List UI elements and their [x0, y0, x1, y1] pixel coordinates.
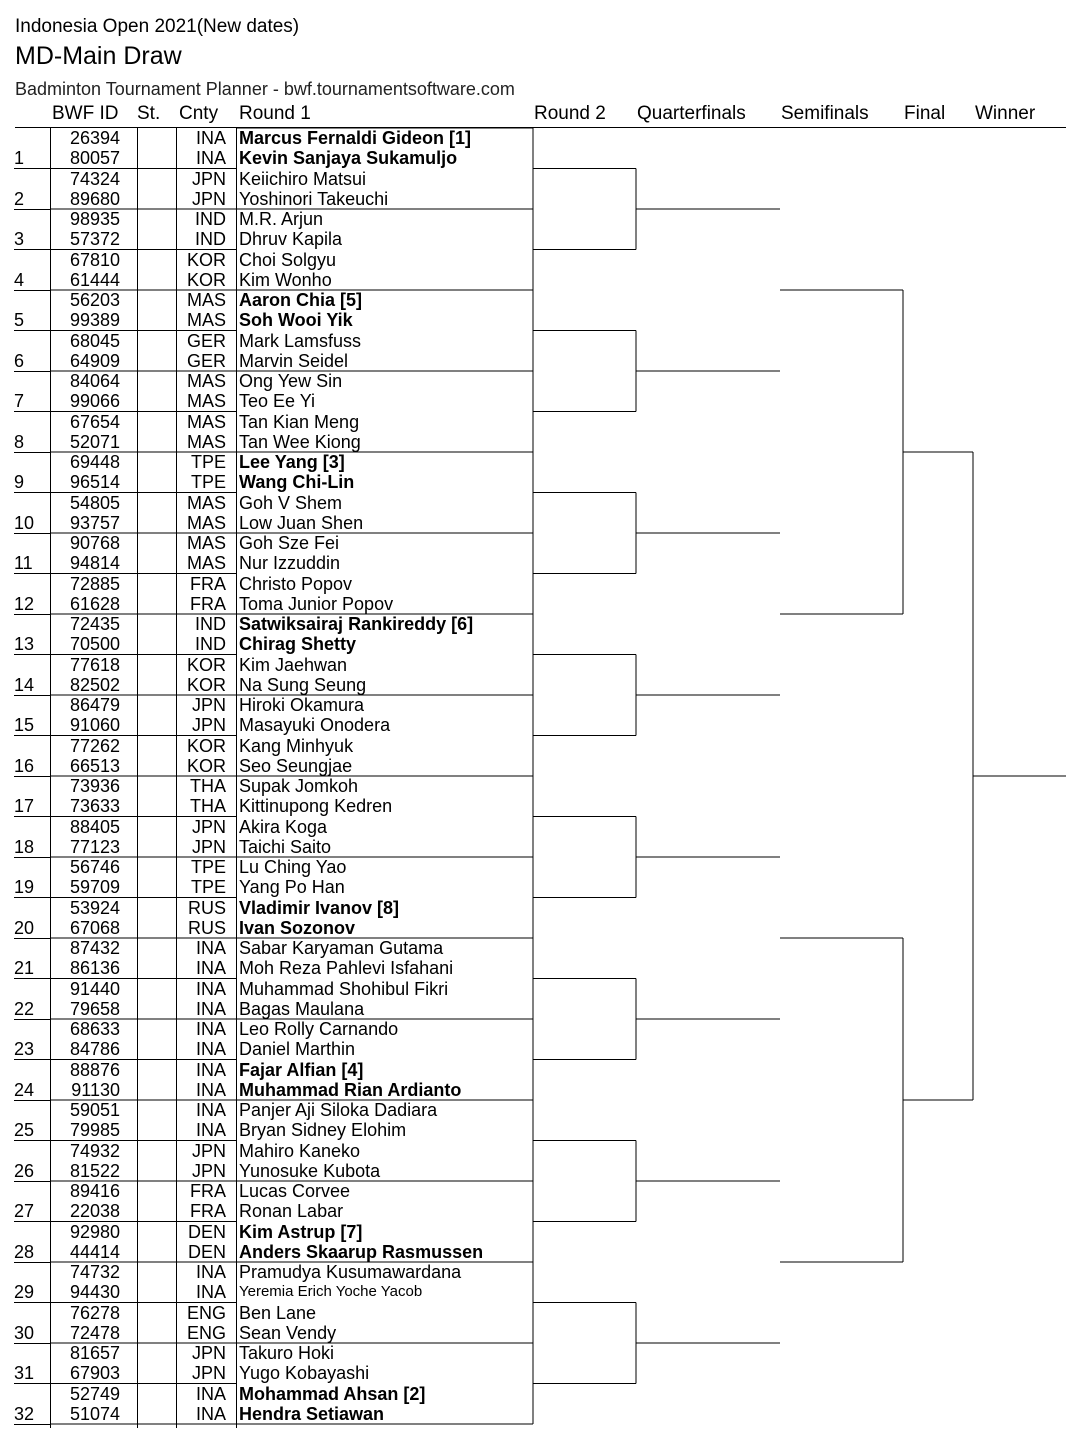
entry-number: 30 [14, 1322, 35, 1343]
country-code: KOR [186, 269, 226, 290]
player-name[interactable]: Yugo Kobayashi [239, 1363, 370, 1383]
entry-number: 3 [14, 229, 25, 249]
bwf-id: 92980 [69, 1221, 120, 1242]
player-name[interactable]: Lee Yang [3] [239, 452, 345, 472]
bwf-id: 79985 [69, 1120, 120, 1140]
bwf-id: 77618 [69, 654, 120, 675]
player-name[interactable]: Ben Lane [239, 1302, 317, 1323]
entry-number: 18 [14, 836, 35, 857]
entry-number: 2 [14, 188, 25, 209]
bwf-id: 91060 [69, 715, 120, 735]
bwf-id: 73633 [69, 796, 120, 816]
player-name[interactable]: Low Juan Shen [239, 512, 364, 533]
bwf-id: 67903 [69, 1363, 120, 1383]
entry-number: 28 [14, 1241, 35, 1262]
player-name[interactable]: Takuro Hoki [239, 1343, 335, 1363]
country-code: JPN [191, 816, 226, 837]
entry-number: 14 [14, 674, 35, 695]
country-code: JPN [191, 715, 226, 735]
player-name[interactable]: Bryan Sidney Elohim [239, 1120, 407, 1140]
col-status: St. [137, 103, 161, 124]
bwf-id: 22038 [69, 1201, 120, 1221]
bwf-id: 91440 [69, 978, 120, 999]
player-name[interactable]: Kevin Sanjaya Sukamuljo [239, 148, 458, 168]
country-code: GER [186, 330, 226, 351]
bwf-id: 74932 [69, 1140, 120, 1161]
player-name[interactable]: Yunosuke Kubota [239, 1160, 381, 1181]
player-name[interactable]: Pramudya Kusumawardana [239, 1262, 462, 1282]
player-name[interactable]: Sean Vendy [239, 1322, 337, 1343]
country-code: JPN [191, 1343, 226, 1363]
bwf-id: 99066 [69, 391, 120, 411]
bwf-id: 96514 [69, 472, 120, 492]
country-code: INA [195, 1079, 226, 1100]
country-code: TPE [190, 472, 226, 492]
entry-number: 24 [14, 1079, 35, 1100]
bwf-id: 61444 [69, 269, 120, 290]
country-code: MAS [186, 371, 226, 391]
country-code: INA [195, 148, 226, 168]
col-final: Final [904, 103, 946, 124]
bwf-id: 79658 [69, 998, 120, 1019]
player-name[interactable]: Akira Koga [239, 816, 328, 837]
player-name[interactable]: Tan Wee Kiong [239, 431, 361, 452]
entry-number: 8 [14, 431, 25, 452]
bwf-id: 99389 [69, 310, 120, 330]
country-code: FRA [190, 1181, 226, 1201]
bwf-id: 72478 [69, 1322, 120, 1343]
player-name[interactable]: Lu Ching Yao [239, 857, 347, 877]
bwf-id: 51074 [69, 1403, 120, 1424]
country-code: DEN [187, 1241, 226, 1262]
player-name[interactable]: Tan Kian Meng [239, 411, 360, 432]
col-round1: Round 1 [239, 103, 311, 124]
player-name[interactable]: Muhammad Rian Ardianto [239, 1079, 462, 1100]
bwf-id: 87432 [69, 938, 120, 958]
country-code: INA [195, 938, 226, 958]
entry-number: 25 [14, 1120, 35, 1140]
player-name[interactable]: Ronan Labar [239, 1201, 344, 1221]
country-code: IND [195, 614, 226, 634]
country-code: INA [195, 1262, 226, 1282]
country-code: MAS [186, 290, 226, 310]
player-name[interactable]: Lucas Corvee [239, 1181, 351, 1201]
bwf-id: 54805 [69, 492, 120, 513]
bwf-id: 70500 [69, 634, 120, 654]
entry-number: 4 [14, 269, 25, 290]
country-code: KOR [186, 654, 226, 675]
country-code: FRA [190, 1201, 226, 1221]
country-code: JPN [191, 1363, 226, 1383]
bwf-id: 77262 [69, 735, 120, 756]
country-code: KOR [186, 735, 226, 756]
entry-number: 13 [14, 634, 35, 654]
bwf-id: 72435 [69, 614, 120, 634]
bwf-id: 76278 [69, 1302, 120, 1323]
player-name[interactable]: Ivan Sozonov [239, 917, 356, 938]
country-code: INA [195, 998, 226, 1019]
player-name[interactable]: Supak Jomkoh [239, 776, 359, 796]
bwf-id: 82502 [69, 674, 120, 695]
player-name[interactable]: M.R. Arjun [239, 209, 324, 229]
country-code: FRA [190, 593, 226, 614]
bwf-id: 94430 [69, 1282, 120, 1302]
bwf-id: 69448 [69, 452, 120, 472]
entry-number: 16 [14, 755, 35, 776]
player-name[interactable]: Marcus Fernaldi Gideon [1] [239, 128, 472, 148]
bwf-id: 88876 [69, 1059, 120, 1080]
bwf-id: 88405 [69, 816, 120, 837]
country-code: IND [195, 634, 226, 654]
col-semifinals: Semifinals [781, 103, 869, 124]
country-code: TPE [190, 877, 226, 897]
bwf-id: 59051 [69, 1100, 120, 1120]
bwf-id: 86136 [69, 958, 120, 978]
bwf-id: 53924 [69, 897, 120, 918]
player-name[interactable]: Ong Yew Sin [239, 371, 343, 391]
entry-number: 22 [14, 998, 35, 1019]
entry-number: 31 [14, 1363, 35, 1383]
country-code: MAS [186, 391, 226, 411]
entry-number: 21 [14, 958, 35, 978]
bwf-id: 94814 [69, 553, 120, 573]
player-name[interactable]: Kim Jaehwan [239, 654, 348, 675]
bwf-id: 84064 [69, 371, 120, 391]
entry-number: 32 [14, 1403, 35, 1424]
country-code: THA [190, 796, 226, 816]
bwf-id: 80057 [69, 148, 120, 168]
country-code: IND [195, 229, 226, 249]
country-code: RUS [187, 917, 226, 938]
bwf-id: 74732 [69, 1262, 120, 1282]
bwf-id: 90768 [69, 533, 120, 553]
col-bwf-id: BWF ID [52, 103, 119, 124]
player-name[interactable]: Muhammad Shohibul Fikri [239, 978, 449, 999]
col-winner: Winner [975, 103, 1036, 124]
country-code: ENG [186, 1322, 226, 1343]
country-code: INA [195, 958, 226, 978]
country-code: MAS [186, 512, 226, 533]
player-name[interactable]: Daniel Marthin [239, 1039, 356, 1059]
entry-number: 5 [14, 310, 25, 330]
player-name[interactable]: Seo Seungjae [239, 755, 353, 776]
player-name[interactable]: Choi Solgyu [239, 249, 337, 270]
bwf-id: 44414 [69, 1241, 120, 1262]
bwf-id: 56203 [69, 290, 120, 310]
country-code: INA [195, 1059, 226, 1080]
bwf-id: 67810 [69, 249, 120, 270]
player-name[interactable]: Nur Izzuddin [239, 553, 341, 573]
country-code: INA [195, 978, 226, 999]
country-code: TPE [190, 857, 226, 877]
country-code: JPN [191, 695, 226, 715]
player-name[interactable]: Hiroki Okamura [239, 695, 365, 715]
player-name[interactable]: Goh V Shem [239, 492, 343, 513]
player-name[interactable]: Yoshinori Takeuchi [239, 188, 389, 209]
player-name[interactable]: Soh Wooi Yik [239, 310, 353, 330]
country-code: FRA [190, 573, 226, 594]
entry-number: 17 [14, 796, 35, 816]
player-name[interactable]: Toma Junior Popov [239, 593, 394, 614]
entry-number: 29 [14, 1282, 35, 1302]
country-code: KOR [186, 249, 226, 270]
bwf-id: 81522 [69, 1160, 120, 1181]
country-code: GER [186, 350, 226, 371]
player-name[interactable]: Moh Reza Pahlevi Isfahani [239, 958, 454, 978]
bwf-id: 72885 [69, 573, 120, 594]
bwf-id: 74324 [69, 168, 120, 189]
bwf-id: 77123 [69, 836, 120, 857]
country-code: ENG [186, 1302, 226, 1323]
entry-number: 11 [14, 553, 33, 573]
country-code: INA [195, 128, 226, 148]
col-round2: Round 2 [534, 103, 606, 124]
player-name[interactable]: Leo Rolly Carnando [239, 1019, 399, 1039]
bwf-id: 56746 [69, 857, 120, 877]
country-code: MAS [186, 553, 226, 573]
bwf-id: 86479 [69, 695, 120, 715]
bwf-id: 73936 [69, 776, 120, 796]
bwf-id: 93757 [69, 512, 120, 533]
entry-number: 27 [14, 1201, 35, 1221]
player-name[interactable]: Kim Wonho [239, 269, 332, 290]
bwf-id: 68045 [69, 330, 120, 351]
country-code: MAS [186, 411, 226, 432]
country-code: IND [195, 209, 226, 229]
player-name[interactable]: Masayuki Onodera [239, 715, 391, 735]
bwf-id: 84786 [69, 1039, 120, 1059]
country-code: RUS [187, 897, 226, 918]
entry-number: 1 [14, 148, 25, 168]
col-quarterfinals: Quarterfinals [637, 103, 746, 124]
country-code: INA [195, 1120, 226, 1140]
entry-number: 6 [14, 350, 25, 371]
bwf-id: 57372 [69, 229, 120, 249]
country-code: KOR [186, 755, 226, 776]
entry-number: 15 [14, 715, 35, 735]
player-name[interactable]: Kittinupong Kedren [239, 796, 393, 816]
bwf-id: 61628 [69, 593, 120, 614]
entry-number: 7 [14, 391, 25, 411]
player-name[interactable]: Goh Sze Fei [239, 533, 340, 553]
bwf-id: 52071 [69, 431, 120, 452]
entry-number: 26 [14, 1160, 35, 1181]
bwf-id: 67068 [69, 917, 120, 938]
player-name[interactable]: Yang Po Han [239, 877, 345, 897]
player-name[interactable]: Teo Ee Yi [239, 391, 316, 411]
player-name[interactable]: Kim Astrup [7] [239, 1221, 363, 1242]
player-name[interactable]: Sabar Karyaman Gutama [239, 938, 444, 958]
country-code: JPN [191, 1160, 226, 1181]
player-name[interactable]: Fajar Alfian [4] [239, 1059, 364, 1080]
bwf-id: 52749 [69, 1383, 120, 1404]
player-name[interactable]: Satwiksairaj Rankireddy [6] [239, 614, 474, 634]
player-name[interactable]: Vladimir Ivanov [8] [239, 897, 400, 918]
player-name[interactable]: Kang Minhyuk [239, 735, 354, 756]
country-code: INA [195, 1100, 226, 1120]
country-code: JPN [191, 168, 226, 189]
country-code: KOR [186, 674, 226, 695]
player-name[interactable]: Taichi Saito [239, 836, 332, 857]
country-code: INA [195, 1282, 226, 1302]
bwf-id: 81657 [69, 1343, 120, 1363]
entry-number: 20 [14, 917, 35, 938]
bwf-id: 98935 [69, 209, 120, 229]
entry-number: 10 [14, 512, 35, 533]
bwf-id: 59709 [69, 877, 120, 897]
bwf-id: 89680 [69, 188, 120, 209]
bwf-id: 68633 [69, 1019, 120, 1039]
entry-number: 12 [14, 593, 35, 614]
player-name[interactable]: Mahiro Kaneko [239, 1140, 361, 1161]
player-name[interactable]: Mark Lamsfuss [239, 330, 362, 351]
player-name[interactable]: Dhruv Kapila [239, 229, 343, 249]
country-code: THA [190, 776, 226, 796]
country-code: MAS [186, 431, 226, 452]
country-code: TPE [190, 452, 226, 472]
bwf-id: 64909 [69, 350, 120, 371]
entry-number: 19 [14, 877, 35, 897]
source-line: Badminton Tournament Planner - bwf.tournamentsoftware.com [15, 79, 515, 99]
country-code: INA [195, 1403, 226, 1424]
bwf-id: 89416 [69, 1181, 120, 1201]
country-code: MAS [186, 310, 226, 330]
country-code: INA [195, 1039, 226, 1059]
bwf-id: 26394 [69, 128, 120, 148]
country-code: INA [195, 1019, 226, 1039]
country-code: MAS [186, 492, 226, 513]
bwf-id: 91130 [71, 1079, 120, 1100]
player-name[interactable]: Bagas Maulana [239, 998, 365, 1019]
player-name[interactable]: Chirag Shetty [239, 634, 357, 654]
player-name[interactable]: Christo Popov [239, 573, 353, 594]
entry-number: 23 [14, 1039, 35, 1059]
player-name[interactable]: Hendra Setiawan [239, 1403, 385, 1424]
country-code: MAS [186, 533, 226, 553]
bwf-id: 66513 [69, 755, 120, 776]
col-country: Cnty [179, 103, 219, 124]
country-code: DEN [187, 1221, 226, 1242]
player-name[interactable]: Na Sung Seung [239, 674, 367, 695]
player-name[interactable]: Marvin Seidel [239, 350, 349, 371]
bwf-id: 67654 [69, 411, 120, 432]
country-code: INA [195, 1383, 226, 1404]
player-name[interactable]: Anders Skaarup Rasmussen [239, 1241, 484, 1262]
tournament-title: Indonesia Open 2021(New dates) [15, 16, 300, 37]
country-code: JPN [191, 188, 226, 209]
player-name[interactable]: Yeremia Erich Yoche Yacob [239, 1283, 423, 1300]
entry-number: 9 [14, 472, 25, 492]
country-code: JPN [191, 1140, 226, 1161]
player-name[interactable]: Panjer Aji Siloka Dadiara [239, 1100, 438, 1120]
player-name[interactable]: Keiichiro Matsui [239, 168, 367, 189]
draw-title: MD-Main Draw [15, 42, 182, 70]
country-code: JPN [191, 836, 226, 857]
player-name[interactable]: Mohammad Ahsan [2] [239, 1383, 426, 1404]
player-name[interactable]: Aaron Chia [5] [239, 290, 363, 310]
player-name[interactable]: Wang Chi-Lin [239, 472, 355, 492]
